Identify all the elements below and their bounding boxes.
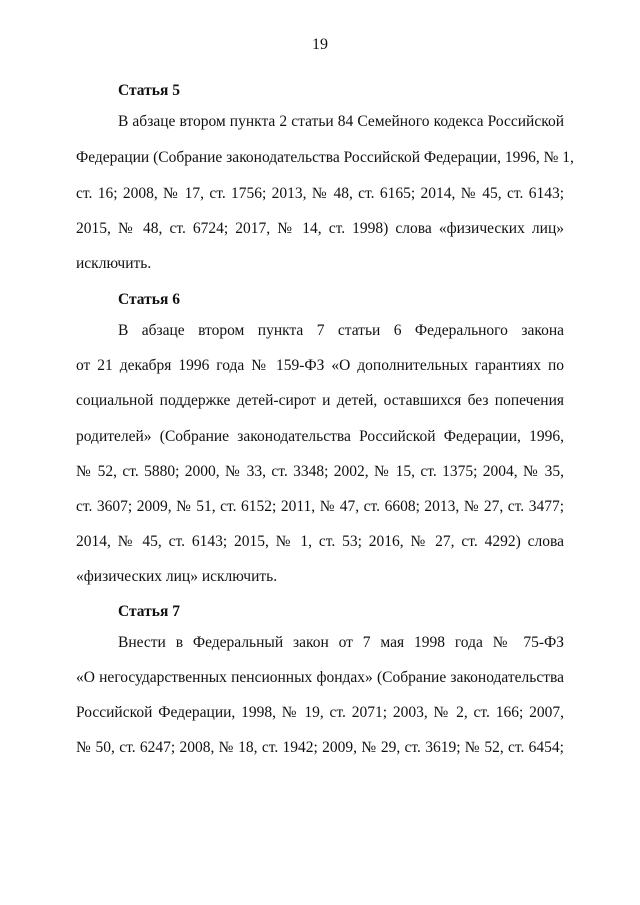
article-5-heading: Статья 5 — [118, 82, 180, 99]
article-6-line-6: ст. 3607; 2009, № 51, ст. 6152; 2011, № 47, ст. 6608; 2013, № 27, ст. 3477; — [76, 498, 564, 515]
article-7-line-2: «О негосударственных пенсионных фондах» (Собрание законодательства — [76, 669, 564, 686]
article-5-line-2: Федерации (Собрание законодательства Российской Федерации, 1996, № 1, — [76, 149, 574, 166]
article-6-line-3: социальной поддержке детей-сирот и детей, оставшихся без попечения — [76, 392, 564, 409]
article-6-line-5: № 52, ст. 5880; 2000, № 33, ст. 3348; 2002, № 15, ст. 1375; 2004, № 35, — [76, 463, 564, 480]
article-7-line-4: № 50, ст. 6247; 2008, № 18, ст. 1942; 2009, № 29, ст. 3619; № 52, ст. 6454; — [76, 739, 564, 756]
article-6-line-8: «физических лиц» исключить. — [76, 568, 278, 585]
article-5-line-4: 2015, № 48, ст. 6724; 2017, № 14, ст. 1998) слова «физических лиц» — [76, 220, 564, 237]
article-6-line-1: В абзаце втором пункта 7 статьи 6 Федерального закона — [118, 322, 564, 339]
article-7-line-3: Российской Федерации, 1998, № 19, ст. 2071; 2003, № 2, ст. 166; 2007, — [76, 704, 564, 721]
page-number: 19 — [312, 36, 328, 53]
article-6-line-2: от 21 декабря 1996 года № 159-ФЗ «О дополнительных гарантиях по — [76, 357, 564, 374]
article-7-heading: Статья 7 — [118, 603, 180, 620]
article-6-heading: Статья 6 — [118, 291, 180, 308]
article-6-line-7: 2014, № 45, ст. 6143; 2015, № 1, ст. 53; 2016, № 27, ст. 4292) слова — [76, 533, 564, 550]
article-5-line-3: ст. 16; 2008, № 17, ст. 1756; 2013, № 48, ст. 6165; 2014, № 45, ст. 6143; — [76, 185, 564, 202]
article-5-line-1: В абзаце втором пункта 2 статьи 84 Семейного кодекса Российской — [118, 113, 564, 130]
article-6-line-4: родителей» (Собрание законодательства Российской Федерации, 1996, — [76, 428, 564, 445]
article-7-line-1: Внести в Федеральный закон от 7 мая 1998 года № 75-ФЗ — [118, 634, 564, 651]
article-5-line-5: исключить. — [76, 255, 152, 272]
